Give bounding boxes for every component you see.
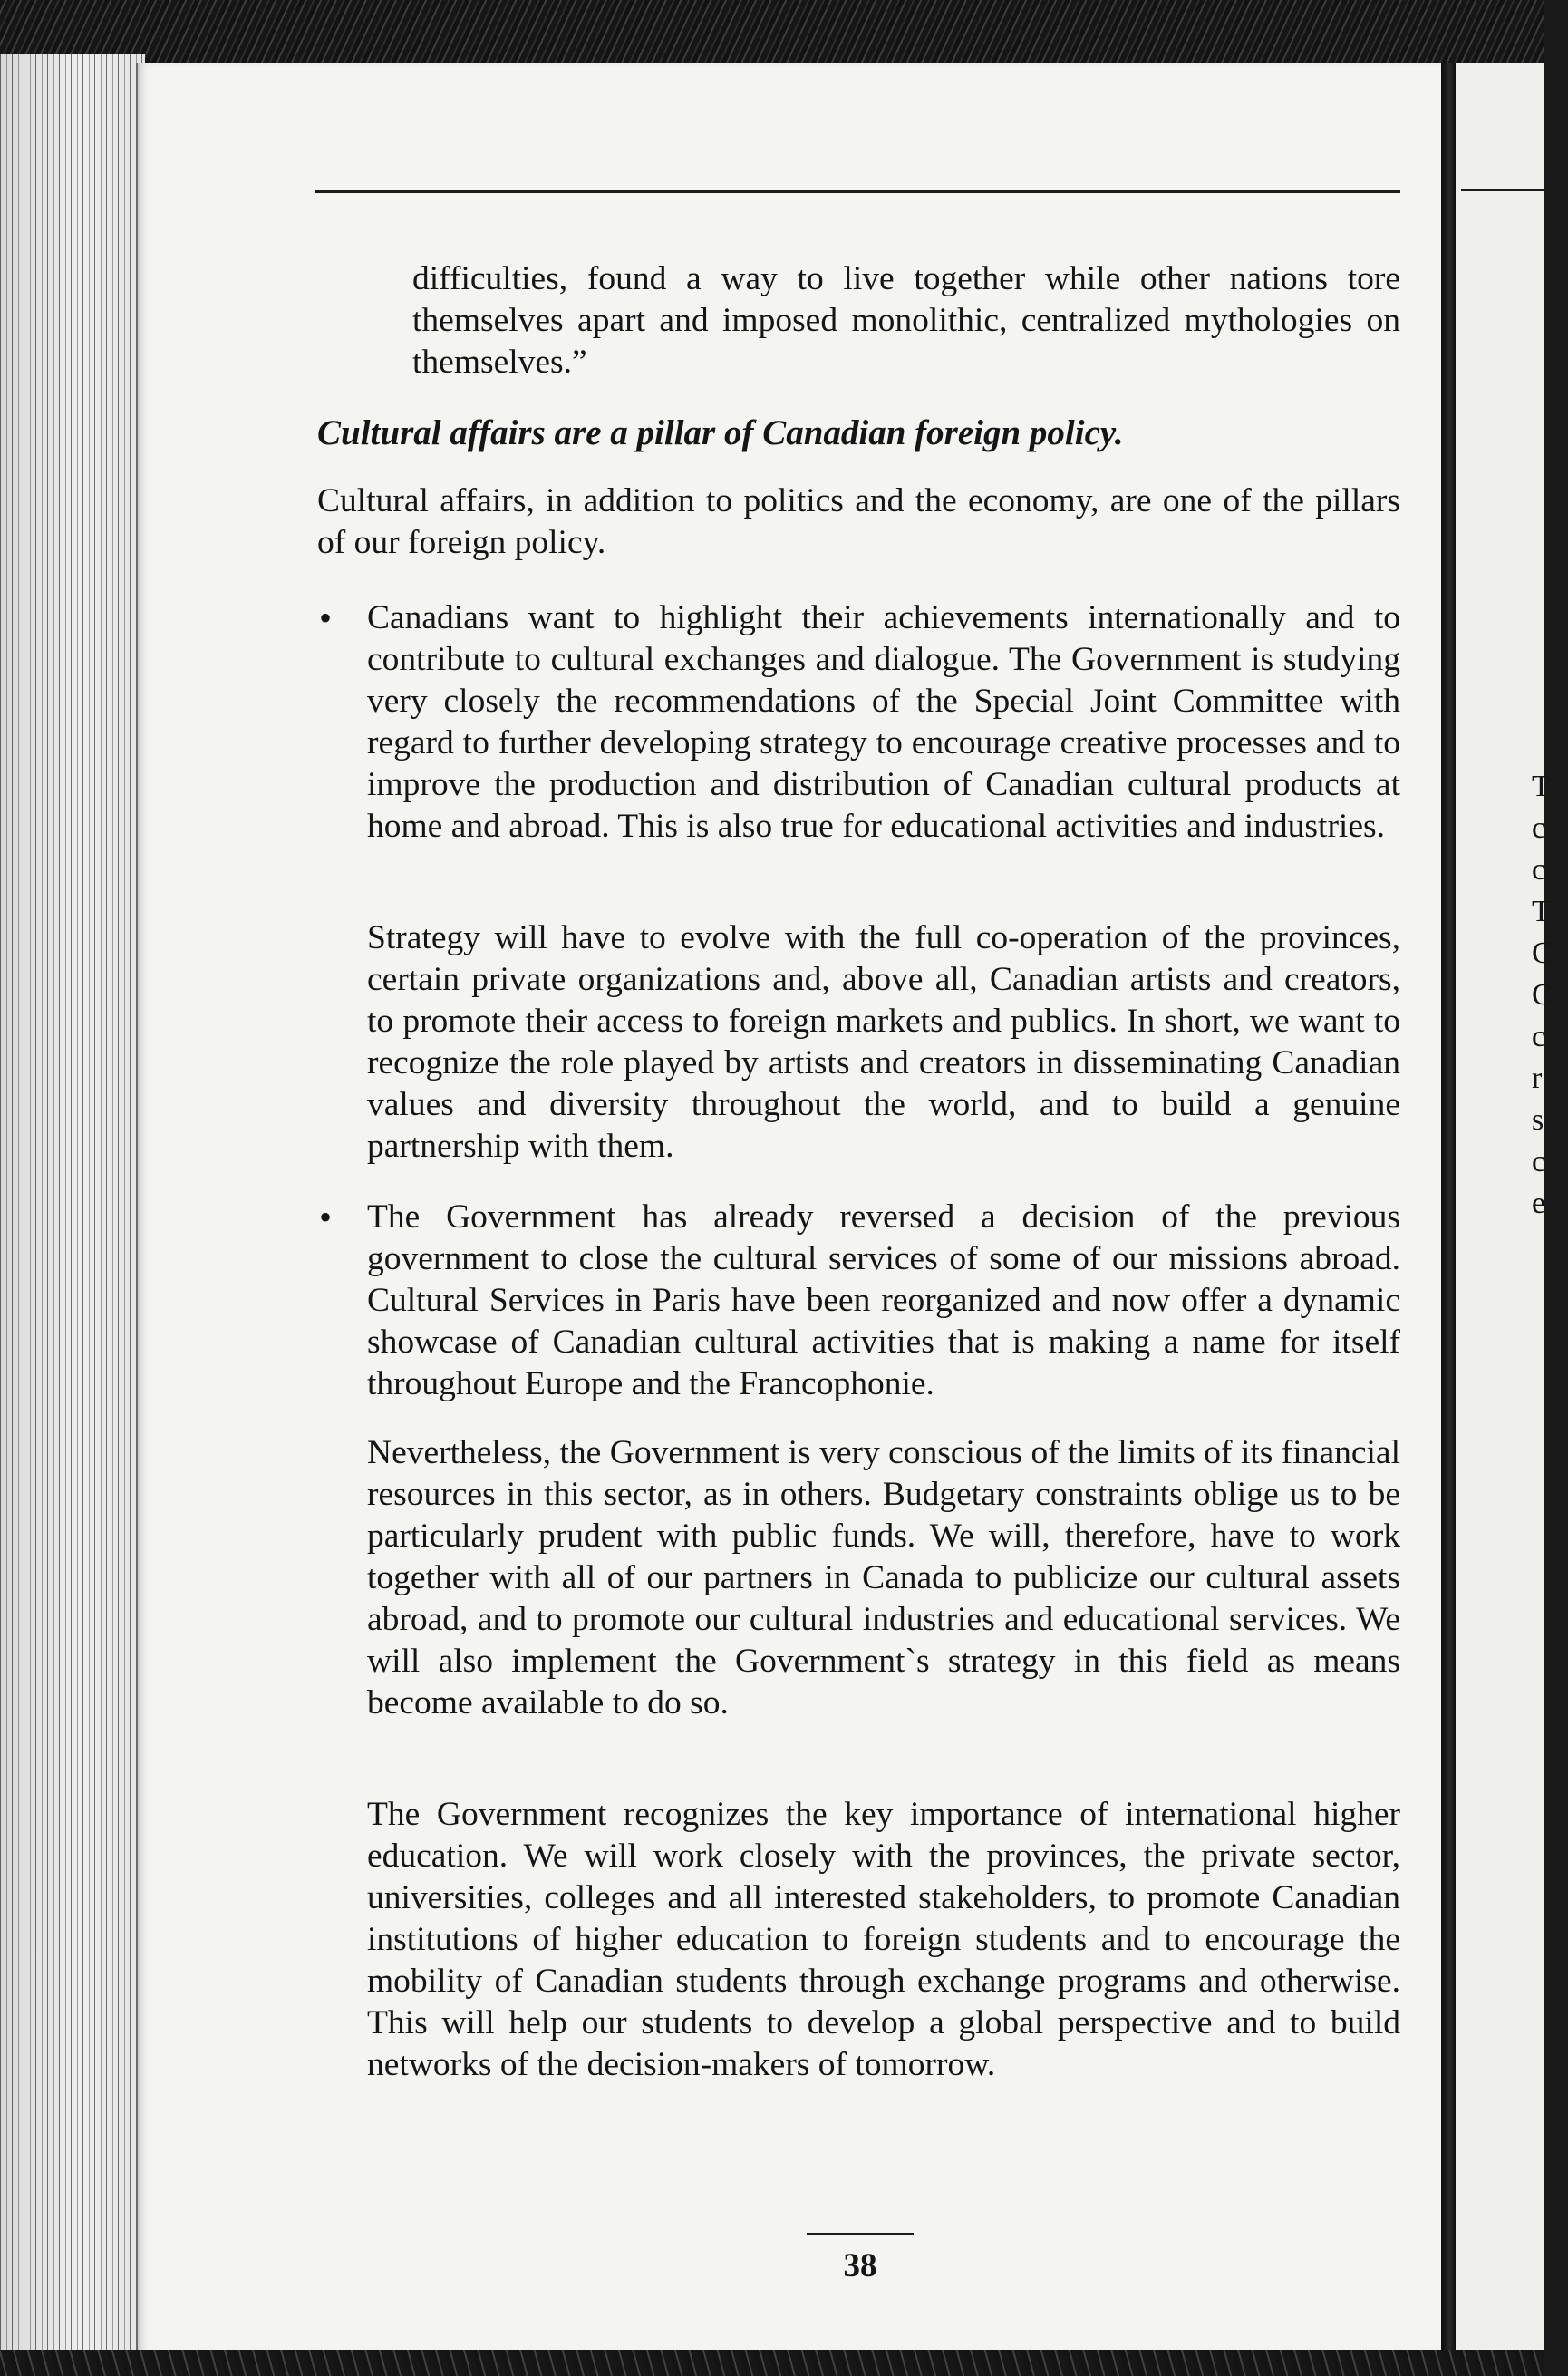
adjacent-page-fragment: c: [1532, 811, 1546, 845]
page-number: 38: [843, 2247, 877, 2284]
adjacent-page-rule: [1461, 189, 1544, 191]
intro-paragraph: Cultural affairs, in addition to politics and the economy, are one of the pillars of our foreign policy.: [317, 482, 1400, 561]
adjacent-page-fragment: C: [1532, 978, 1553, 1012]
adjacent-page-fragment: s: [1532, 1103, 1544, 1137]
adjacent-page-fragment: c: [1532, 1145, 1546, 1178]
bullet-2-paragraph-3: The Government recognizes the key importance of international higher education. We will work closely with the provinces, the private sector, universities, colleges and all interested stakeholders, to promote Canadian institutions of higher education to foreign students and to encourage the mobility of Canadian students through exchange programs and otherwise. This will help our students to develop a global perspective and to build networks of the decision-makers of tomorrow.: [367, 1796, 1400, 2083]
bullet-marker: •: [319, 597, 333, 638]
bullet-2-paragraph-2: Nevertheless, the Government is very conscious of the limits of its financial resources in this sector, as in others. Budgetary constraints oblige us to be particularly prudent with public funds. We will, therefore, have to work together with all of our partners in Canada to publicize our cultural assets abroad, and to promote our cultural industries and educational services. We will also implement the Government`s strategy in this field as means become available to do so.: [367, 1434, 1400, 1721]
adjacent-page-fragment: c: [1532, 1020, 1546, 1053]
bullet-1-paragraph-1: Canadians want to highlight their achievements internationally and to contribute to cultural exchanges and dialogue. The Government is studying very closely the recommendations of the Special Joint Committee with regard to further developing strategy to encourage creative processes and to improve the production and distribution of Canadian cultural products at home and abroad. This is also true for educational activities and industries.: [367, 599, 1400, 845]
adjacent-page-fragment: r: [1532, 1062, 1543, 1095]
scan-bottom-edge: [0, 2350, 1544, 2376]
bullet-2-paragraph-1: The Government has already reversed a decision of the previous government to close the cultural services of some of our missions abroad. Cultural Services in Paris have been reorganized and now offer a dynamic showcase of Canadian cultural activities that is making a name for itself throughout Europe and the Francophonie.: [367, 1198, 1400, 1402]
adjacent-page-fragment: T: [1532, 770, 1551, 803]
bullet-1-paragraph-2: Strategy will have to evolve with the full co-operation of the provinces, certain private organizations and, above all, Canadian artists and creators, to promote their access to foreign markets and publics. In short, we want to recognize the role played by artists and creators in disseminating Canadian values and diversity throughout the world, and to build a genuine partnership with them.: [367, 919, 1400, 1165]
header-rule: [315, 190, 1400, 193]
adjacent-page-fragment: e: [1532, 1187, 1546, 1220]
footer-rule: [807, 2233, 914, 2235]
section-heading: Cultural affairs are a pillar of Canadian foreign policy.: [317, 413, 1124, 452]
book-spine-gutter: [0, 54, 145, 2357]
adjacent-page-fragment: c: [1532, 853, 1546, 887]
adjacent-page-fragment: T: [1532, 895, 1551, 928]
page-fold-edge: [1441, 63, 1456, 2352]
adjacent-page-fragment: C: [1532, 936, 1553, 970]
bullet-marker: •: [319, 1197, 333, 1237]
quote-continuation: difficulties, found a way to live together while other nations tore themselves apart and imposed monolithic, centralized mythologies on themselves.”: [412, 260, 1400, 381]
